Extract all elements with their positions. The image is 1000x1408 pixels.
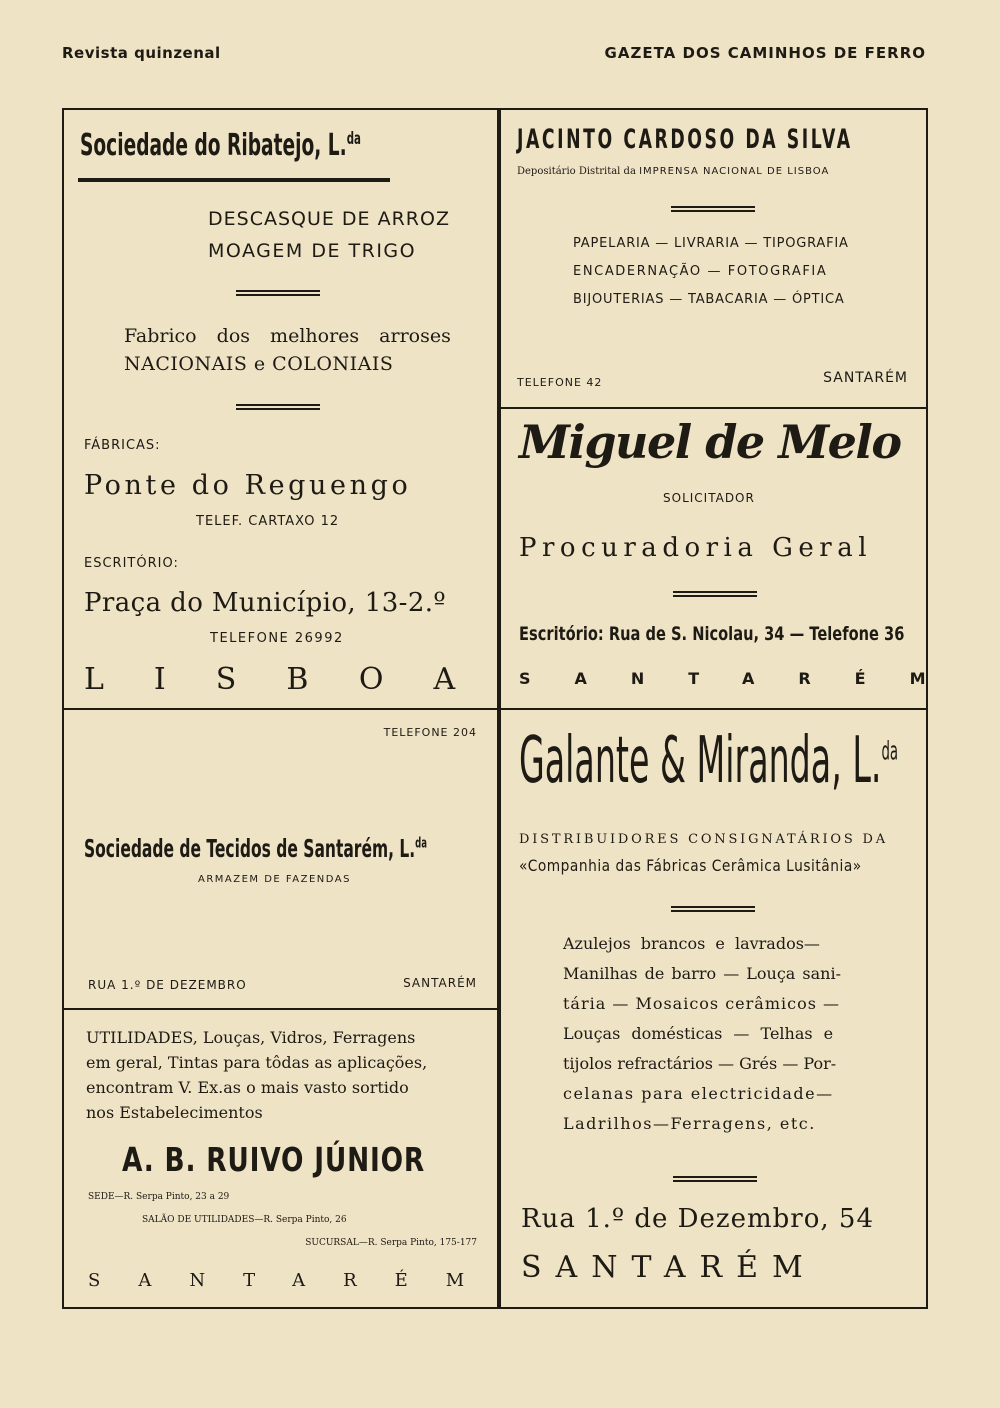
ribatejo-city: LISBOA [84, 662, 506, 697]
ad-tecidos [62, 708, 499, 1010]
tecidos-address: RUA 1.º DE DEZEMBRO [88, 978, 247, 992]
galante-rule-2 [673, 1176, 757, 1182]
ribatejo-fabric-line2: NACIONAIS e COLONIAIS [124, 353, 394, 375]
ribatejo-rule-2 [236, 404, 320, 410]
galante-product-2: Manilhas de barro — Louça sani- [563, 964, 842, 983]
galante-product-1: Azulejos brancos e lavrados— [563, 934, 820, 953]
jacinto-service-3: BIJOUTERIAS — TABACARIA — ÓPTICA [573, 292, 845, 307]
galante-sub2: «Companhia das Fábricas Cerâmica Lusitânia» [519, 856, 862, 875]
jacinto-subtitle-a: Depositário Distrital da [517, 166, 636, 177]
ruivo-intro-2: em geral, Tintas para tôdas as aplicações, [86, 1053, 428, 1072]
ad-jacinto [499, 108, 928, 409]
galante-product-3: tária — Mosaicos cerâmicos — [563, 994, 841, 1013]
ribatejo-fabricas-label: FÁBRICAS: [84, 438, 161, 453]
ribatejo-line1: DESCASQUE DE ARROZ [208, 208, 450, 230]
ribatejo-escritorio-address: Praça do Município, 13-2.º [84, 588, 447, 618]
melo-address: Escritório: Rua de S. Nicolau, 34 — Telefone 36 [519, 623, 905, 645]
galante-product-6: celanas para electricidade— [563, 1084, 834, 1103]
jacinto-subtitle [517, 166, 829, 177]
melo-rule [673, 591, 757, 597]
galante-city: SANTARÉM [521, 1250, 817, 1285]
tecidos-name [84, 834, 427, 863]
ribatejo-escritorio-phone: TELEFONE 26992 [210, 631, 344, 646]
ribatejo-rule-1 [236, 290, 320, 296]
ruivo-intro-3: encontram V. Ex.as o mais vasto sortido [86, 1078, 409, 1097]
ribatejo-title-underline [78, 178, 390, 182]
galante-product-5: tijolos refractários — Grés — Por- [563, 1054, 837, 1073]
ruivo-sede: SEDE—R. Serpa Pinto, 23 a 29 [88, 1192, 230, 1202]
jacinto-rule [671, 206, 755, 212]
jacinto-subtitle-b: IMPRENSA NACIONAL DE LISBOA [639, 166, 830, 177]
melo-service: Procuradoria Geral [519, 533, 873, 563]
header-left: Revista quinzenal [62, 44, 221, 62]
header-right: GAZETA DOS CAMINHOS DE FERRO [604, 44, 926, 62]
ruivo-city: SANTARÉM [88, 1270, 503, 1291]
jacinto-service-1: PAPELARIA — LIVRARIA — TIPOGRAFIA [573, 236, 849, 251]
jacinto-service-2: ENCADERNAÇÃO — FOTOGRAFIA [573, 264, 828, 279]
ribatejo-fabric-line1: Fabrico dos melhores arroses [124, 325, 451, 347]
ribatejo-fabrica-place: Ponte do Reguengo [84, 470, 412, 501]
ribatejo-name-sup: da [346, 129, 361, 148]
tecidos-name-sup: da [415, 835, 428, 852]
ad-ruivo [62, 1008, 503, 1309]
ad-melo [499, 407, 970, 710]
ad-ribatejo [62, 108, 506, 710]
melo-name: Miguel de Melo [519, 415, 901, 469]
jacinto-name: JACINTO CARDOSO DA SILVA [517, 124, 853, 155]
ruivo-intro-1: UTILIDADES, Louças, Vidros, Ferragens [86, 1028, 416, 1047]
ribatejo-fabrica-phone: TELEF. CARTAXO 12 [196, 514, 340, 529]
ribatejo-escritorio-label: ESCRITÓRIO: [84, 556, 179, 571]
galante-name-sup: da [881, 736, 899, 767]
melo-city: SANTARÉM [519, 669, 970, 688]
galante-name [519, 724, 898, 798]
ruivo-name: A. B. RUIVO JÚNIOR [122, 1140, 426, 1179]
jacinto-city: SANTARÉM [823, 370, 908, 386]
ruivo-salao: SALÃO DE UTILIDADES—R. Serpa Pinto, 26 [142, 1215, 347, 1225]
ruivo-intro-4: nos Estabelecimentos [86, 1103, 263, 1122]
ribatejo-name-text: Sociedade do Ribatejo, L. [80, 128, 347, 163]
jacinto-phone: TELEFONE 42 [517, 376, 603, 389]
tecidos-name-text: Sociedade de Tecidos de Santarém, L. [84, 834, 416, 863]
galante-name-text: Galante & Miranda, L. [519, 724, 882, 798]
galante-address: Rua 1.º de Dezembro, 54 [521, 1204, 874, 1234]
ad-galante [499, 708, 928, 1309]
tecidos-subtitle: ARMAZEM DE FAZENDAS [198, 874, 351, 885]
melo-role: SOLICITADOR [663, 491, 755, 505]
galante-product-7: Ladrilhos—Ferragens, etc. [563, 1114, 816, 1133]
ribatejo-name [80, 128, 361, 163]
galante-product-4: Louças domésticas — Telhas e [563, 1024, 834, 1043]
galante-rule-1 [671, 906, 755, 912]
galante-sub1: DISTRIBUIDORES CONSIGNATÁRIOS DA [519, 832, 888, 847]
ruivo-sucursal: SUCURSAL—R. Serpa Pinto, 175-177 [305, 1238, 477, 1248]
tecidos-phone: TELEFONE 204 [383, 726, 477, 739]
tecidos-city: SANTARÉM [403, 976, 477, 990]
ribatejo-line2: MOAGEM DE TRIGO [208, 240, 417, 262]
